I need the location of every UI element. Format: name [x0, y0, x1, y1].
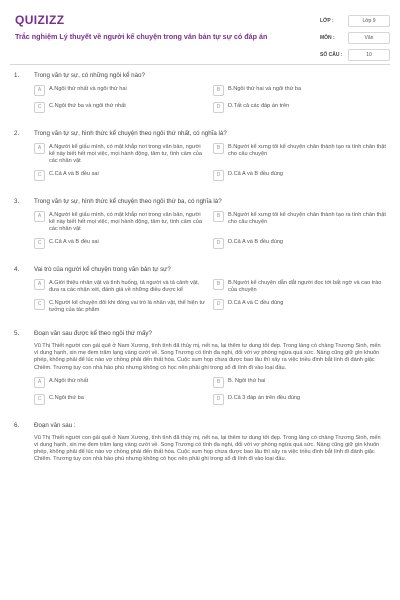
answer-option[interactable]: [34, 102, 207, 114]
option-letter-box: B: [213, 143, 224, 154]
answer-option[interactable]: [213, 102, 386, 114]
worksheet-title: Trắc nghiệm Lý thuyết về người kể chuyện trong văn bản tự sự có đáp án: [15, 32, 268, 41]
option-letter-box: A: [34, 211, 45, 222]
option-text: A.Người kể giấu mình, có mặt khắp nơi trong văn bản, người kể này biết hết mọi việc, mọi hành động, tâm tư, tình cảm của các nhân vật: [49, 212, 202, 232]
info-value-grade: Lớp 9: [348, 15, 390, 27]
answer-option[interactable]: [34, 170, 207, 182]
option-letter-box: B: [213, 211, 224, 222]
answer-option[interactable]: [213, 279, 386, 294]
option-text: A.Ngôi thứ nhất và ngôi thứ hai: [49, 86, 127, 92]
option-letter-box: C: [34, 238, 45, 249]
option-letter-box: B: [213, 85, 224, 96]
option-text: D.Cả 3 đáp án trên đều đúng: [228, 394, 301, 401]
question-number: 2.: [14, 130, 20, 137]
answer-options: [34, 377, 386, 406]
option-text: B.Người kể xưng tôi kể chuyện chân thành tạo ra tính chân thật cho câu chuyện: [228, 144, 386, 157]
option-letter-box: A: [34, 279, 45, 290]
question-header: [14, 422, 386, 430]
question-header: [14, 130, 386, 138]
info-value-subject: Văn: [348, 32, 390, 44]
question: [14, 72, 386, 114]
option-letter-box: C: [34, 102, 45, 113]
option-letter-box: D: [213, 238, 224, 249]
answer-option[interactable]: [34, 279, 207, 294]
info-row-count: [320, 48, 390, 62]
option-letter-box: C: [34, 170, 45, 181]
option-letter-box: B: [213, 279, 224, 290]
answer-option[interactable]: [213, 143, 386, 165]
option-text: D.Tất cả các đáp án trên: [228, 103, 290, 109]
option-text: C.Cả A và B đều sai: [49, 171, 99, 177]
quizizz-logo: QUIZIZZ: [15, 13, 65, 27]
answer-option[interactable]: [34, 394, 207, 406]
option-letter-box: D: [213, 394, 224, 405]
question-header: [14, 330, 386, 338]
option-text: C.Cả A và B đều sai: [49, 239, 99, 245]
info-row-subject: [320, 31, 390, 45]
option-text: B.Ngôi thứ hai và ngôi thứ ba: [228, 86, 302, 92]
worksheet-info: [320, 14, 390, 65]
answer-option[interactable]: [34, 377, 207, 389]
option-letter-box: D: [213, 102, 224, 113]
answer-option[interactable]: [213, 211, 386, 233]
question-list: [0, 72, 400, 464]
question: [14, 198, 386, 250]
option-text: C.Ngôi thứ ba và ngôi thứ nhất: [49, 103, 126, 109]
question-header: [14, 198, 386, 206]
option-text: C.Người kể chuyện đôi khi đóng vai trò là nhân vật, thể hiện tư tưởng của tác phẩm: [49, 300, 205, 313]
answer-option[interactable]: [213, 85, 386, 97]
option-text: D.Cả A và B đều đúng: [228, 239, 284, 245]
answer-options: [34, 143, 386, 182]
header-divider: [10, 64, 390, 65]
info-label: MÔN :: [320, 35, 335, 41]
answer-options: [34, 85, 386, 114]
info-row-grade: [320, 14, 390, 28]
option-text: B.Người kể chuyện dẫn dắt người đọc tới bất ngờ và cao trào của chuyện: [228, 280, 382, 293]
question-text: Vai trò của người kể chuyện trong văn bản tự sự?: [34, 266, 171, 273]
question: [14, 422, 386, 464]
option-text: B. Ngôi thứ hai: [228, 377, 266, 384]
answer-option[interactable]: [213, 377, 386, 389]
info-label: LỚP :: [320, 18, 334, 24]
answer-option[interactable]: [34, 85, 207, 97]
answer-option[interactable]: [213, 170, 386, 182]
option-text: A.Giới thiệu nhân vật và tình huống, tả người và tả cảnh vật, đưa ra các nhận xét, đánh giá về những điều được kể: [49, 280, 200, 293]
question-text: Đoạn văn sau được kể theo ngôi thứ mấy?: [34, 330, 152, 337]
info-label: SỐ CÂU :: [320, 52, 343, 58]
answer-option[interactable]: [34, 143, 207, 165]
answer-option[interactable]: [213, 394, 386, 406]
answer-options: [34, 279, 386, 314]
option-letter-box: A: [34, 85, 45, 96]
option-letter-box: D: [213, 299, 224, 310]
option-text: D.Cả A và C đều đúng: [228, 300, 284, 306]
question-passage: Vũ Thị Thiết người con gái quê ở Nam Xương, tính tình đã thùy mị, nết na, lại thêm tư dung tốt đẹp. Trong làng có chàng Trương Sinh, mến vì dung hạnh, xin mẹ đem trăm lạng vàng cưới về. Song Trương có tính đa nghi, đối với vợ phòng ngừa quá sức. Nàng cũng giữ gìn khuôn phép, không phải để lúc nào vợ chồng phải đến thất hòa. Cuộc sum họp chưa được bao lâu thì xảy ra việc triều đình bắt lính đi đánh giặc Chiêm. Trương tuy con nhà hào phú nhưng không có học nên phải ghi trong sổ đi lính đi vào loại đầu.: [34, 343, 381, 371]
option-text: A.Người kể giấu mình, có mặt khắp nơi trong văn bản, người kể này biết hết mọi việc, mọi hành động, tâm tư, tình cảm của các nhân vật: [49, 144, 202, 164]
answer-option[interactable]: [34, 299, 207, 314]
question: [14, 130, 386, 182]
question: [14, 266, 386, 314]
question-text: Trong văn tự sự, có những ngôi kể nào?: [34, 72, 145, 79]
answer-option[interactable]: [34, 211, 207, 233]
option-text: C.Ngôi thứ ba: [49, 394, 84, 401]
question-number: 5.: [14, 330, 20, 337]
option-letter-box: C: [34, 394, 45, 405]
option-letter-box: C: [34, 299, 45, 310]
worksheet-header: [0, 0, 400, 64]
option-letter-box: A: [34, 143, 45, 154]
option-text: D.Cả A và B đều đúng: [228, 171, 284, 177]
question-text: Trong văn tự sự, hình thức kể chuyện theo ngôi thứ ba, có nghĩa là?: [34, 198, 222, 205]
option-letter-box: B: [213, 377, 224, 388]
option-letter-box: D: [213, 170, 224, 181]
question-number: 6.: [14, 421, 20, 429]
info-value-count: 10: [348, 49, 390, 61]
answer-option[interactable]: [213, 299, 386, 314]
option-letter-box: A: [34, 377, 45, 388]
answer-option[interactable]: [213, 238, 386, 250]
question-text: Đoạn văn sau :: [34, 421, 76, 429]
question-header: [14, 72, 386, 80]
question-number: 4.: [14, 266, 20, 273]
option-text: B.Người kể xưng tôi kể chuyện chân thành tạo ra tính chân thật cho câu chuyện: [228, 212, 386, 225]
option-text: A.Ngôi thứ nhất: [49, 377, 89, 384]
question-text: Trong văn tự sự, hình thức kể chuyện theo ngôi thứ nhất, có nghĩa là?: [34, 130, 227, 137]
question: [14, 330, 386, 406]
question-passage: Vũ Thị Thiết người con gái quê ở Nam Xương, tính tình đã thùy mị, nết na, lại thêm tư dung tốt đẹp. Trong làng có chàng Trương Sinh, mến vì dung hạnh, xin mẹ đem trăm lạng vàng cưới về. Song Trương có tính đa nghi, đối với vợ phòng ngừa quá sức. Nàng cũng giữ gìn khuôn phép, không phải để lúc nào vợ chồng phải đến thất hòa. Cuộc sum họp chưa được bao lâu thì xảy ra việc triều đình bắt lính đi đánh giặc Chiêm. Trương tuy con nhà hào phú nhưng không có học nên phải ghi trong sổ đi lính đi vào loại đầu.: [34, 434, 381, 463]
answer-options: [34, 211, 386, 250]
question-number: 3.: [14, 198, 20, 205]
answer-option[interactable]: [34, 238, 207, 250]
question-header: [14, 266, 386, 274]
question-number: 1.: [14, 72, 20, 79]
